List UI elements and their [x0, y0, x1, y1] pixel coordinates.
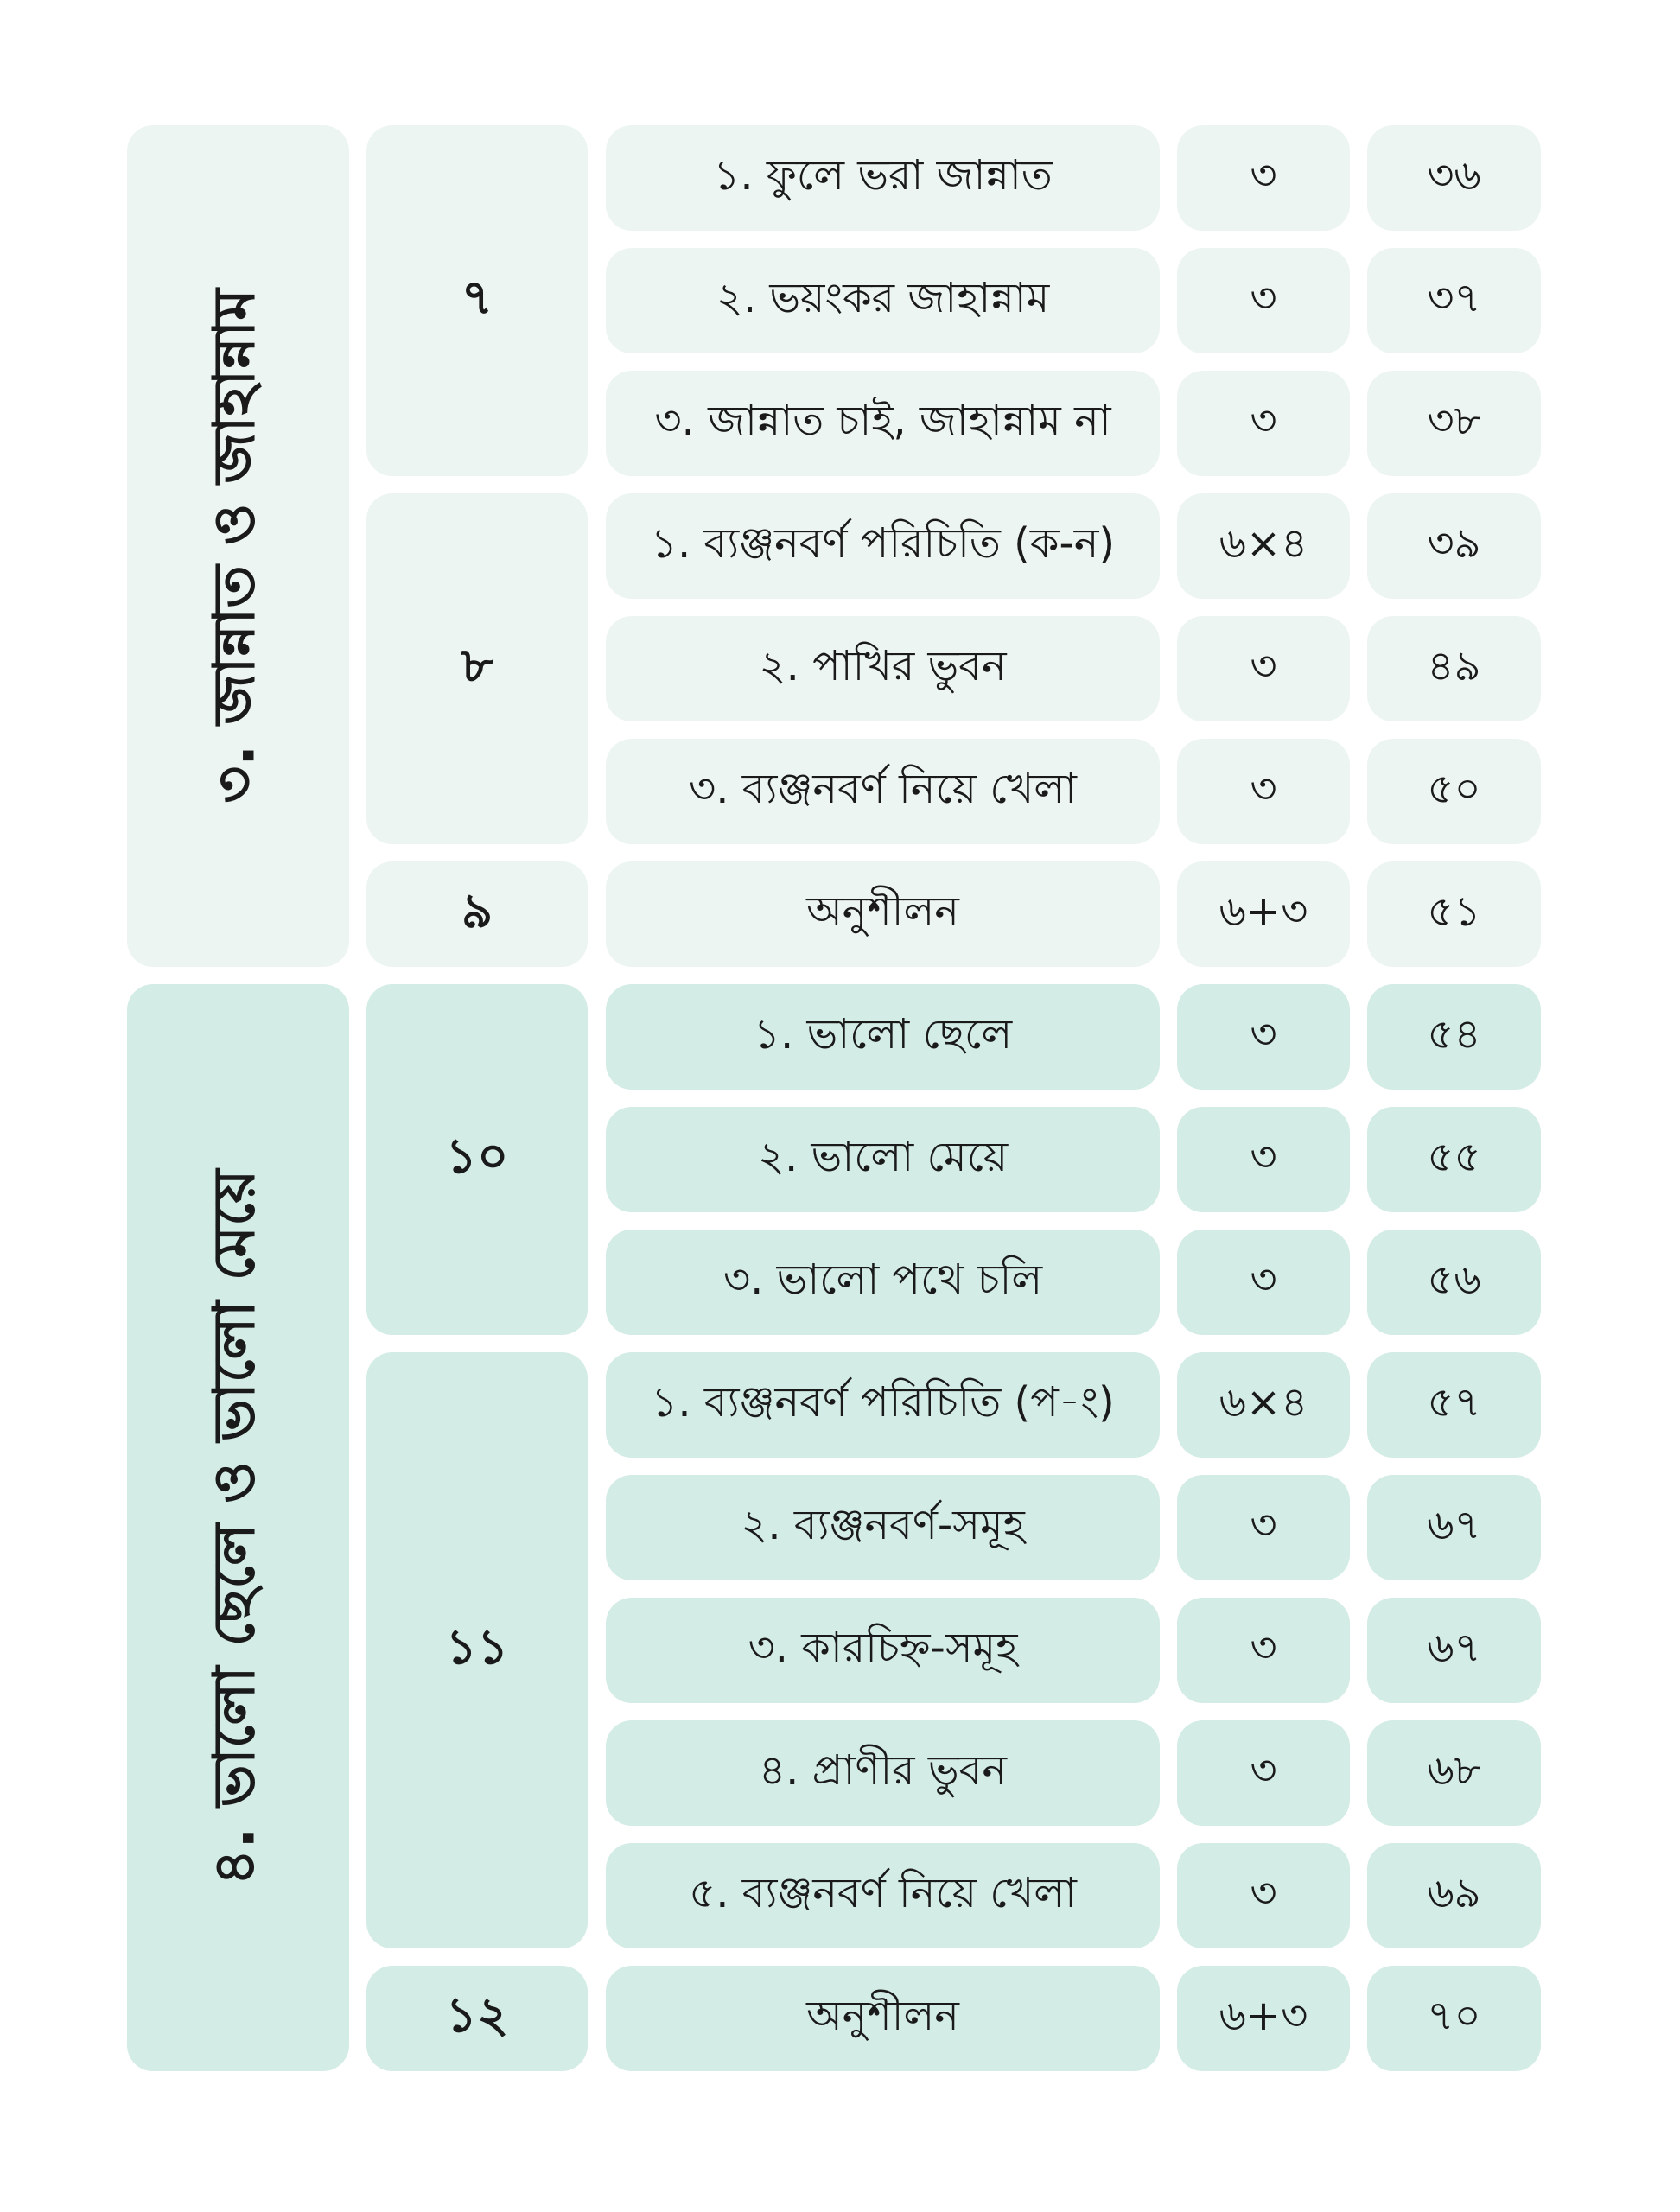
period-count: ৩: [1177, 616, 1350, 721]
unit-title: ৪. ভালো ছেলে ও ভালো মেয়ে: [200, 1169, 268, 1886]
page-number: ৫৪: [1367, 984, 1541, 1090]
page-number: ৩৭: [1367, 248, 1541, 353]
topic-title: ১. ভালো ছেলে: [606, 984, 1160, 1090]
topic-title: ৩. জান্নাত চাই, জাহান্নাম না: [606, 371, 1160, 476]
period-count: ৬×৪: [1177, 1352, 1350, 1458]
period-count: ৬+৩: [1177, 861, 1350, 967]
lesson-number: ১১: [366, 1352, 588, 1948]
page-number: ৬৮: [1367, 1720, 1541, 1826]
topic-title: ২. ভয়ংকর জাহান্নাম: [606, 248, 1160, 353]
topic-title: অনুশীলন: [606, 1966, 1160, 2071]
page-number: ৫০: [1367, 739, 1541, 844]
topic-title: ১. ব্যঞ্জনবর্ণ পরিচিতি (ক-ন): [606, 493, 1160, 599]
lesson-number: ৮: [366, 493, 588, 844]
page-number: ৫৭: [1367, 1352, 1541, 1458]
unit-title: ৩. জান্নাত ও জাহান্নাম: [200, 289, 268, 804]
page-number: ৭০: [1367, 1966, 1541, 2071]
period-count: ৩: [1177, 739, 1350, 844]
period-count: ৩: [1177, 1475, 1350, 1580]
period-count: ৩: [1177, 1107, 1350, 1212]
topic-title: ২. পাখির ভুবন: [606, 616, 1160, 721]
page-number: ৫১: [1367, 861, 1541, 967]
period-count: ৬+৩: [1177, 1966, 1350, 2071]
period-count: ৩: [1177, 1598, 1350, 1703]
lesson-number: ৭: [366, 125, 588, 476]
page-number: ৫৫: [1367, 1107, 1541, 1212]
period-count: ৩: [1177, 1843, 1350, 1948]
unit-cell: [127, 125, 349, 967]
period-count: ৩: [1177, 1720, 1350, 1826]
page-number: ৬৯: [1367, 1843, 1541, 1948]
topic-title: ৩. ভালো পথে চলি: [606, 1230, 1160, 1335]
page-number: ৬৭: [1367, 1598, 1541, 1703]
page-number: ৩৯: [1367, 493, 1541, 599]
topic-title: ৩. ব্যঞ্জনবর্ণ নিয়ে খেলা: [606, 739, 1160, 844]
page-number: ৩৮: [1367, 371, 1541, 476]
lesson-number: ১০: [366, 984, 588, 1335]
period-count: ৩: [1177, 984, 1350, 1090]
topic-title: ১. ব্যঞ্জনবর্ণ পরিচিতি (প-ং): [606, 1352, 1160, 1458]
page-number: ৬৭: [1367, 1475, 1541, 1580]
period-count: ৩: [1177, 371, 1350, 476]
page-number: ৩৬: [1367, 125, 1541, 231]
topic-title: ১. ফুলে ভরা জান্নাত: [606, 125, 1160, 231]
page-number: ৪৯: [1367, 616, 1541, 721]
period-count: ৩: [1177, 125, 1350, 231]
period-count: ৩: [1177, 1230, 1350, 1335]
topic-title: ৩. কারচিহ্ন-সমূহ: [606, 1598, 1160, 1703]
unit-cell: [127, 984, 349, 2071]
period-count: ৩: [1177, 248, 1350, 353]
page-number: ৫৬: [1367, 1230, 1541, 1335]
lesson-number: ৯: [366, 861, 588, 967]
topic-title: ২. ভালো মেয়ে: [606, 1107, 1160, 1212]
lesson-number: ১২: [366, 1966, 588, 2071]
topic-title: ৫. ব্যঞ্জনবর্ণ নিয়ে খেলা: [606, 1843, 1160, 1948]
topic-title: ৪. প্রাণীর ভুবন: [606, 1720, 1160, 1826]
topic-title: ২. ব্যঞ্জনবর্ণ-সমূহ: [606, 1475, 1160, 1580]
period-count: ৬×৪: [1177, 493, 1350, 599]
topic-title: অনুশীলন: [606, 861, 1160, 967]
